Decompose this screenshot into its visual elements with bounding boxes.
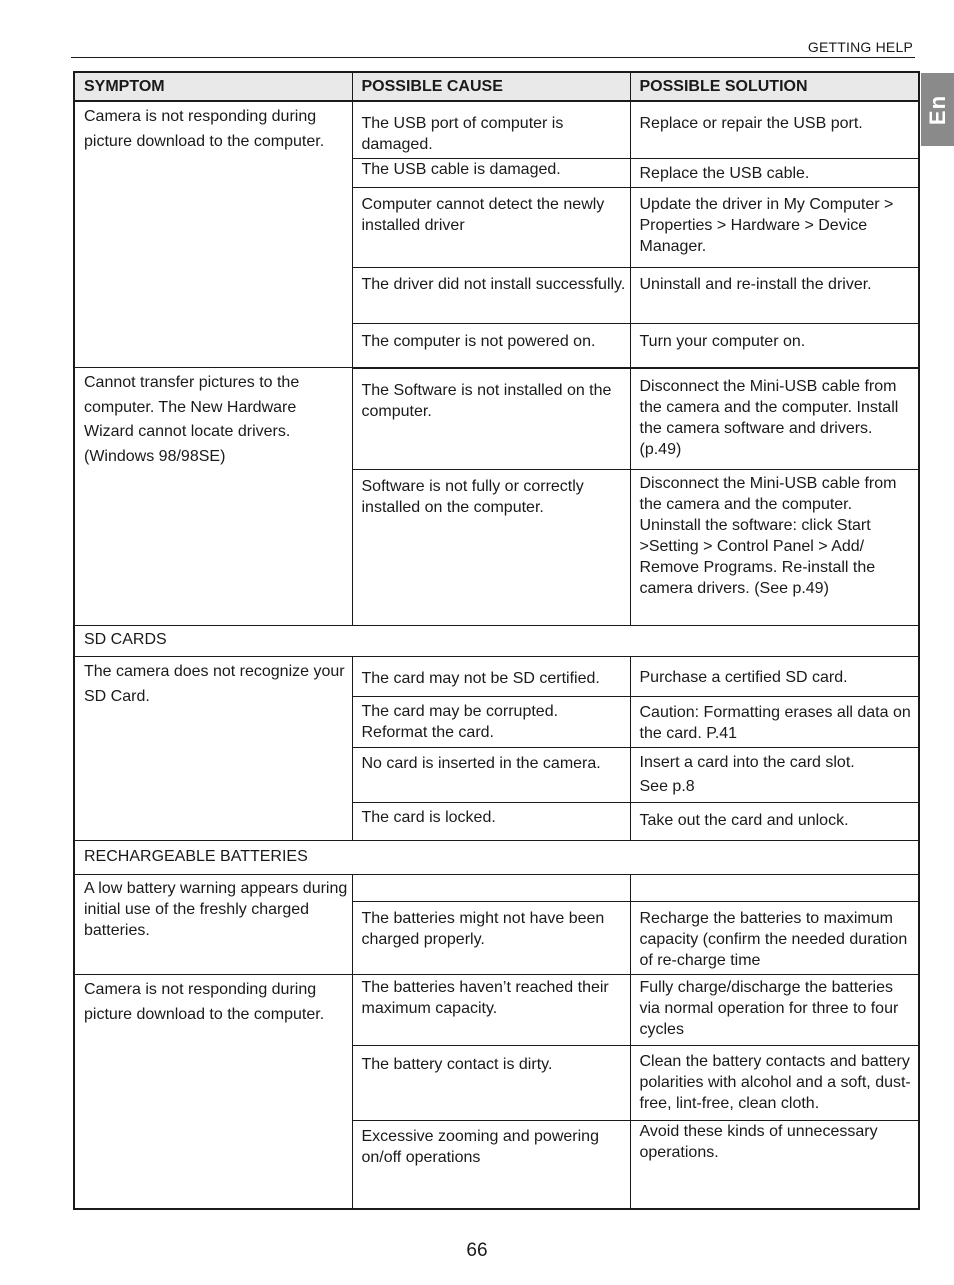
solution-cell bbox=[630, 748, 919, 803]
solution-cell: Uninstall and re-install the driver. bbox=[630, 268, 919, 324]
column-header-symptom: SYMPTOM bbox=[74, 72, 352, 101]
section-row bbox=[74, 626, 919, 657]
solution-cell: Disconnect the Mini-USB cable from the camera and the computer. Uninstall the software: click Start >Setting > Control Panel > Add/ Remove Programs. Re-install the camera drivers. (See p.49) bbox=[630, 470, 919, 626]
section-label: GETTING HELP bbox=[807, 39, 913, 55]
symptom-cell: Camera is not responding during picture download to the computer. bbox=[74, 975, 352, 1209]
symptom-cell: A low battery warning appears during initial use of the freshly charged batteries. bbox=[74, 875, 352, 975]
cause-cell: The driver did not install successfully. bbox=[352, 268, 630, 324]
cause-cell: The computer is not powered on. bbox=[352, 324, 630, 368]
solution-cell: Update the driver in My Computer > Properties > Hardware > Device Manager. bbox=[630, 188, 919, 268]
solution-cell: Disconnect the Mini-USB cable from the camera and the computer. Install the camera software and drivers. (p.49) bbox=[630, 368, 919, 470]
solution-note: See p.8 bbox=[639, 778, 695, 795]
solution-cell: Avoid these kinds of unnecessary operations. bbox=[630, 1121, 919, 1209]
table-row bbox=[74, 975, 919, 1046]
column-header-solution: POSSIBLE SOLUTION bbox=[630, 72, 919, 101]
solution-cell: Turn your computer on. bbox=[630, 324, 919, 368]
section-heading: RECHARGEABLE BATTERIES bbox=[74, 841, 919, 875]
cause-cell: Excessive zooming and powering on/off operations bbox=[352, 1121, 630, 1209]
table-row bbox=[74, 657, 919, 697]
symptom-cell: Camera is not responding during picture download to the computer. bbox=[74, 101, 352, 368]
symptom-cell: The camera does not recognize your SD Card. bbox=[74, 657, 352, 841]
header-rule bbox=[71, 57, 915, 58]
solution-cell: Caution: Formatting erases all data on the card. P.41 bbox=[630, 697, 919, 748]
language-tab-label: En bbox=[924, 94, 950, 125]
section-heading: SD CARDS bbox=[74, 626, 919, 657]
cause-cell bbox=[352, 875, 630, 902]
solution-cell: Replace the USB cable. bbox=[630, 159, 919, 188]
table-row bbox=[74, 101, 919, 159]
cause-cell: The card may be corrupted. Reformat the card. bbox=[352, 697, 630, 748]
cause-cell: The card is locked. bbox=[352, 803, 630, 841]
cause-cell: No card is inserted in the camera. bbox=[352, 748, 630, 803]
cause-cell: The batteries might not have been charged properly. bbox=[352, 902, 630, 975]
solution-cell: Recharge the batteries to maximum capacity (confirm the needed duration of re-charge time bbox=[630, 902, 919, 975]
solution-cell: Purchase a certified SD card. bbox=[630, 657, 919, 697]
cause-cell: The USB port of computer is damaged. bbox=[352, 101, 630, 159]
solution-cell: Replace or repair the USB port. bbox=[630, 101, 919, 159]
table-row bbox=[74, 875, 919, 902]
solution-cell: Clean the battery contacts and battery polarities with alcohol and a soft, dust-free, lint-free, clean cloth. bbox=[630, 1046, 919, 1121]
table-row bbox=[74, 368, 919, 470]
cause-cell: The battery contact is dirty. bbox=[352, 1046, 630, 1121]
troubleshooting-table bbox=[73, 71, 920, 1210]
table-header-row bbox=[74, 72, 919, 101]
cause-cell: The USB cable is damaged. bbox=[352, 159, 630, 188]
section-row bbox=[74, 841, 919, 875]
cause-cell: The batteries haven’t reached their maximum capacity. bbox=[352, 975, 630, 1046]
cause-cell: The card may not be SD certified. bbox=[352, 657, 630, 697]
solution-line: Insert a card into the card slot. bbox=[639, 754, 855, 771]
symptom-cell: Cannot transfer pictures to the computer. The New Hardware Wizard cannot locate drivers. (Windows 98/98SE) bbox=[74, 368, 352, 626]
page-number: 66 bbox=[466, 1240, 488, 1261]
cause-cell: Software is not fully or correctly installed on the computer. bbox=[352, 470, 630, 626]
solution-cell: Fully charge/discharge the batteries via normal operation for three to four cycles bbox=[630, 975, 919, 1046]
solution-cell: Take out the card and unlock. bbox=[630, 803, 919, 841]
column-header-cause: POSSIBLE CAUSE bbox=[352, 72, 630, 101]
solution-cell bbox=[630, 875, 919, 902]
cause-cell: The Software is not installed on the computer. bbox=[352, 368, 630, 470]
cause-cell: Computer cannot detect the newly installed driver bbox=[352, 188, 630, 268]
language-tab bbox=[921, 73, 954, 146]
